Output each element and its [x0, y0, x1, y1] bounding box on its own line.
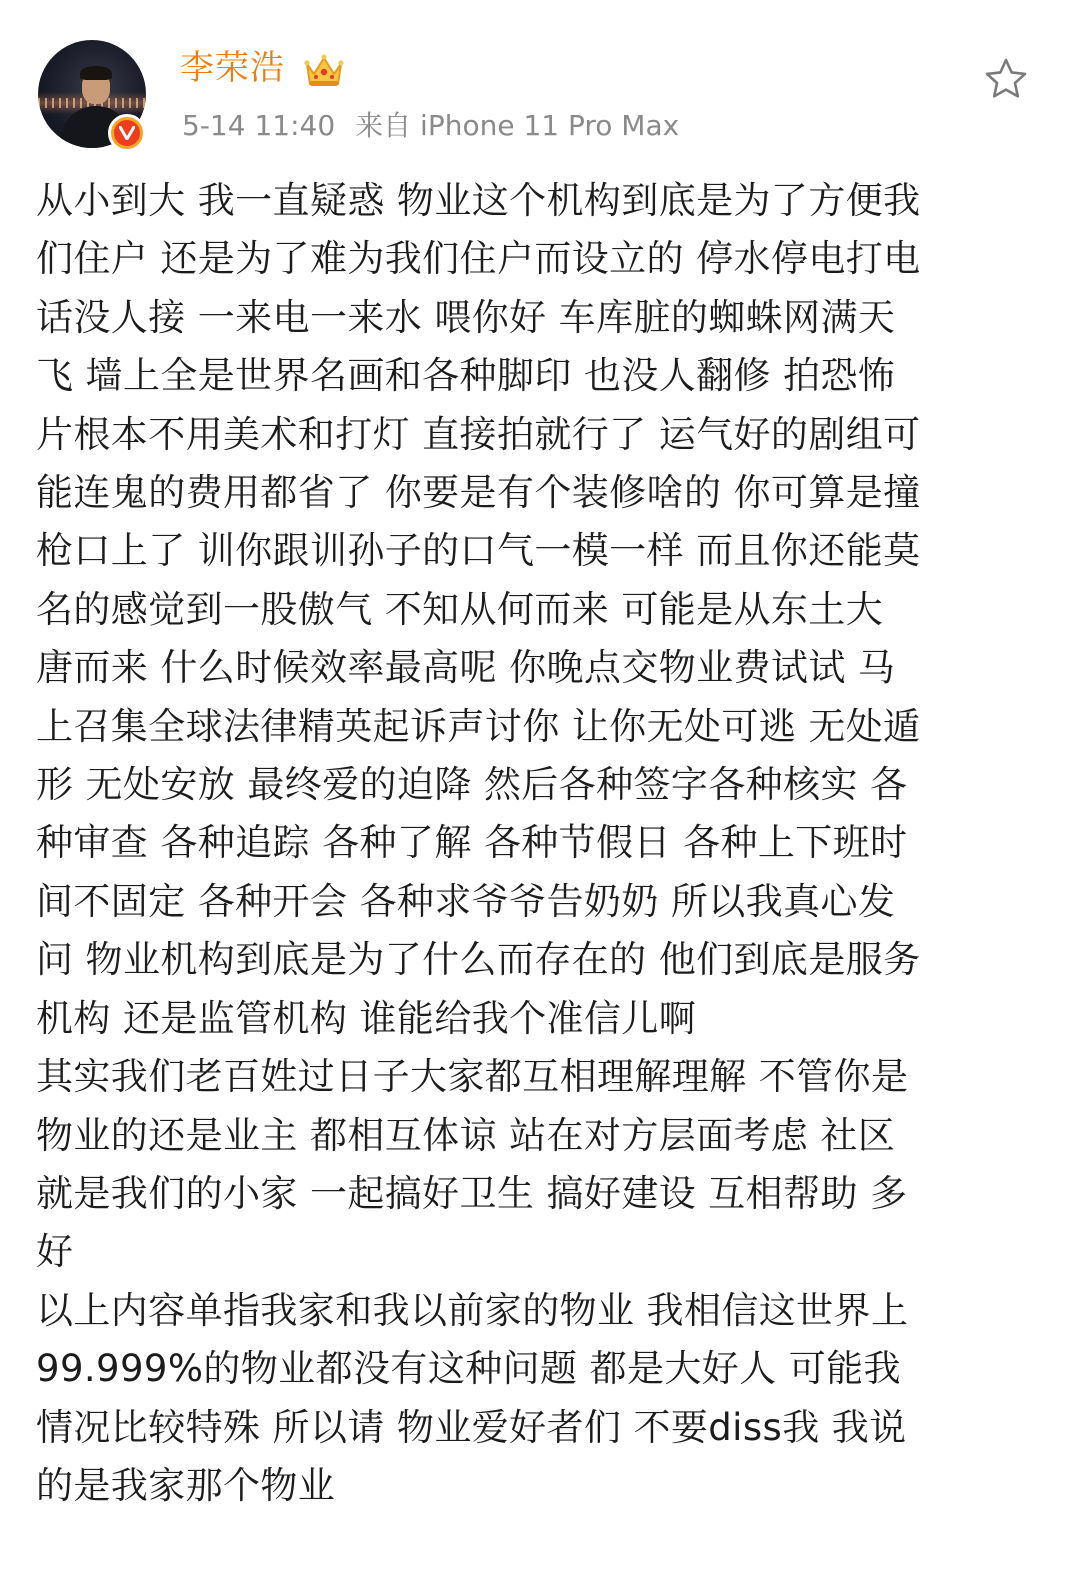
post-timestamp: 5-14 11:40 [182, 109, 336, 142]
post-source: 来自 iPhone 11 Pro Max [355, 109, 680, 142]
star-outline-icon [984, 57, 1028, 99]
post-content [36, 172, 1026, 1515]
verified-v-badge-inner [114, 120, 140, 146]
post-header [0, 0, 1080, 160]
post-paragraph-1: 从小到大 我一直疑惑 物业这个机构到底是为了方便我 们住户 还是为了难为我们住户而设立的 停水停电打电 话没人接 一来电一来水 喂你好 车库脏的蜘蛛网满天 飞 墙上全是世界名画和各种脚印 也没人翻修 拍恐怖 片根本不用美术和打灯 直接拍就行了 运气好的剧组可 能连鬼的费用都省了 你要是有个装修啥的 你可算是撞 枪口上了 训你跟训孙子的口气一模一样 而且你还能莫 名的感觉到一股傲气 不知从何而来 可能是从东土大 唐而来 什么时候效率最高呢 你晚点交物业费试试 马 上召集全球法律精英起诉声讨你 让你无处可逃 无处遁 形 无处安放 最终爱的迫降 然后各种签字各种核实 各 种审查 各种追踪 各种了解 各种节假日 各种上下班时 间不固定 各种开会 各种求爷爷告奶奶 所以我真心发 问 物业机构到底是为了什么而存在的 他们到底是服务 机构 还是监管机构 谁能给我个准信儿啊 [36, 179, 921, 1040]
post-paragraph-2: 其实我们老百姓过日子大家都互相理解理解 不管你是 物业的还是业主 都相互体谅 站在对方层面考虑 社区 就是我们的小家 一起搞好卫生 搞好建设 互相帮助 多 好 [36, 1055, 909, 1274]
post-meta [182, 106, 679, 146]
verified-v-badge-icon [108, 114, 146, 152]
avatar-person-hair [80, 66, 112, 80]
crown-icon [303, 52, 345, 90]
favorite-button[interactable] [982, 54, 1030, 102]
author-name[interactable]: 李荣浩 [180, 48, 285, 88]
post-paragraph-3: 以上内容单指我家和我以前家的物业 我相信这世界上 99.999%的物业都没有这种问题 都是大好人 可能我 情况比较特殊 所以请 物业爱好者们 不要diss我 我说 的是我家那个物业 [36, 1288, 909, 1507]
